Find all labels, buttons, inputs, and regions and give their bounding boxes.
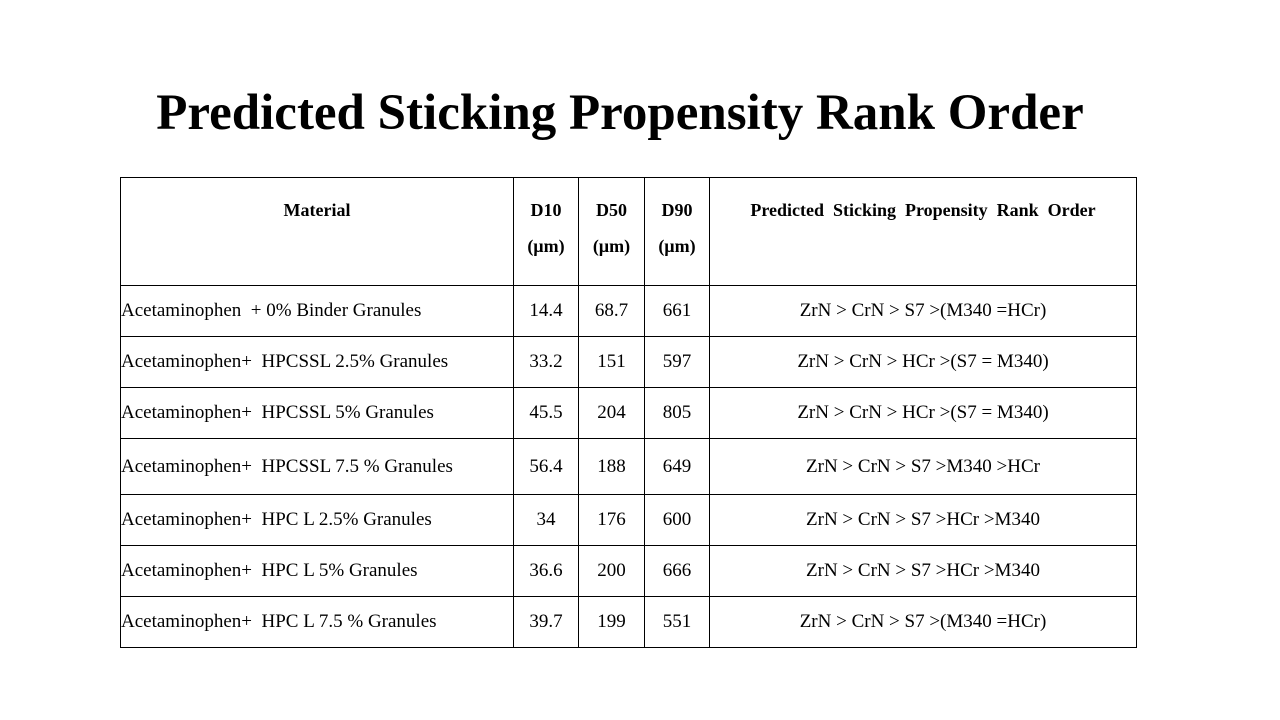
cell-d50: 204 <box>579 388 645 439</box>
cell-material: Acetaminophen + 0% Binder Granules <box>121 286 514 337</box>
cell-d90: 661 <box>645 286 710 337</box>
header-material-label: Material <box>283 200 351 220</box>
cell-d50: 199 <box>579 597 645 648</box>
cell-material: Acetaminophen+ HPC L 7.5 % Granules <box>121 597 514 648</box>
cell-d10: 56.4 <box>514 439 579 495</box>
header-rank-order <box>710 178 1137 286</box>
cell-d90: 666 <box>645 546 710 597</box>
header-material <box>121 178 514 286</box>
cell-rank-order: ZrN > CrN > HCr >(S7 = M340) <box>710 337 1137 388</box>
data-table <box>120 177 1137 648</box>
table-row <box>121 286 1137 337</box>
header-d10-unit: (µm) <box>527 236 565 256</box>
header-d90 <box>645 178 710 286</box>
cell-d90: 600 <box>645 495 710 546</box>
cell-d10: 34 <box>514 495 579 546</box>
cell-d50: 176 <box>579 495 645 546</box>
cell-d50: 68.7 <box>579 286 645 337</box>
cell-d10: 14.4 <box>514 286 579 337</box>
cell-d50: 200 <box>579 546 645 597</box>
cell-material: Acetaminophen+ HPC L 2.5% Granules <box>121 495 514 546</box>
cell-d90: 551 <box>645 597 710 648</box>
table-row <box>121 388 1137 439</box>
cell-d10: 33.2 <box>514 337 579 388</box>
cell-d90: 649 <box>645 439 710 495</box>
table-row <box>121 439 1137 495</box>
table-row <box>121 495 1137 546</box>
cell-rank-order: ZrN > CrN > S7 >(M340 =HCr) <box>710 286 1137 337</box>
header-d50-label: D50 <box>596 200 627 220</box>
header-rank-order-label: Predicted Sticking Propensity Rank Order <box>750 200 1096 220</box>
cell-rank-order: ZrN > CrN > S7 >(M340 =HCr) <box>710 597 1137 648</box>
cell-d90: 597 <box>645 337 710 388</box>
table-row <box>121 337 1137 388</box>
cell-rank-order: ZrN > CrN > HCr >(S7 = M340) <box>710 388 1137 439</box>
cell-rank-order: ZrN > CrN > S7 >HCr >M340 <box>710 546 1137 597</box>
table-row <box>121 546 1137 597</box>
header-d50-unit: (µm) <box>592 236 631 256</box>
cell-d50: 151 <box>579 337 645 388</box>
cell-d50: 188 <box>579 439 645 495</box>
cell-material: Acetaminophen+ HPCSSL 7.5 % Granules <box>121 439 514 495</box>
header-d90-unit: (µm) <box>658 236 696 256</box>
table-header-row <box>121 178 1137 286</box>
header-d10-label: D10 <box>530 200 562 220</box>
table-row <box>121 597 1137 648</box>
cell-d10: 45.5 <box>514 388 579 439</box>
cell-rank-order: ZrN > CrN > S7 >M340 >HCr <box>710 439 1137 495</box>
cell-d90: 805 <box>645 388 710 439</box>
page-title: Predicted Sticking Propensity Rank Order <box>156 85 1084 141</box>
cell-material: Acetaminophen+ HPCSSL 2.5% Granules <box>121 337 514 388</box>
header-d90-label: D90 <box>661 200 693 220</box>
header-d10 <box>514 178 579 286</box>
cell-d10: 36.6 <box>514 546 579 597</box>
header-d50 <box>579 178 645 286</box>
cell-material: Acetaminophen+ HPC L 5% Granules <box>121 546 514 597</box>
cell-d10: 39.7 <box>514 597 579 648</box>
cell-material: Acetaminophen+ HPCSSL 5% Granules <box>121 388 514 439</box>
cell-rank-order: ZrN > CrN > S7 >HCr >M340 <box>710 495 1137 546</box>
